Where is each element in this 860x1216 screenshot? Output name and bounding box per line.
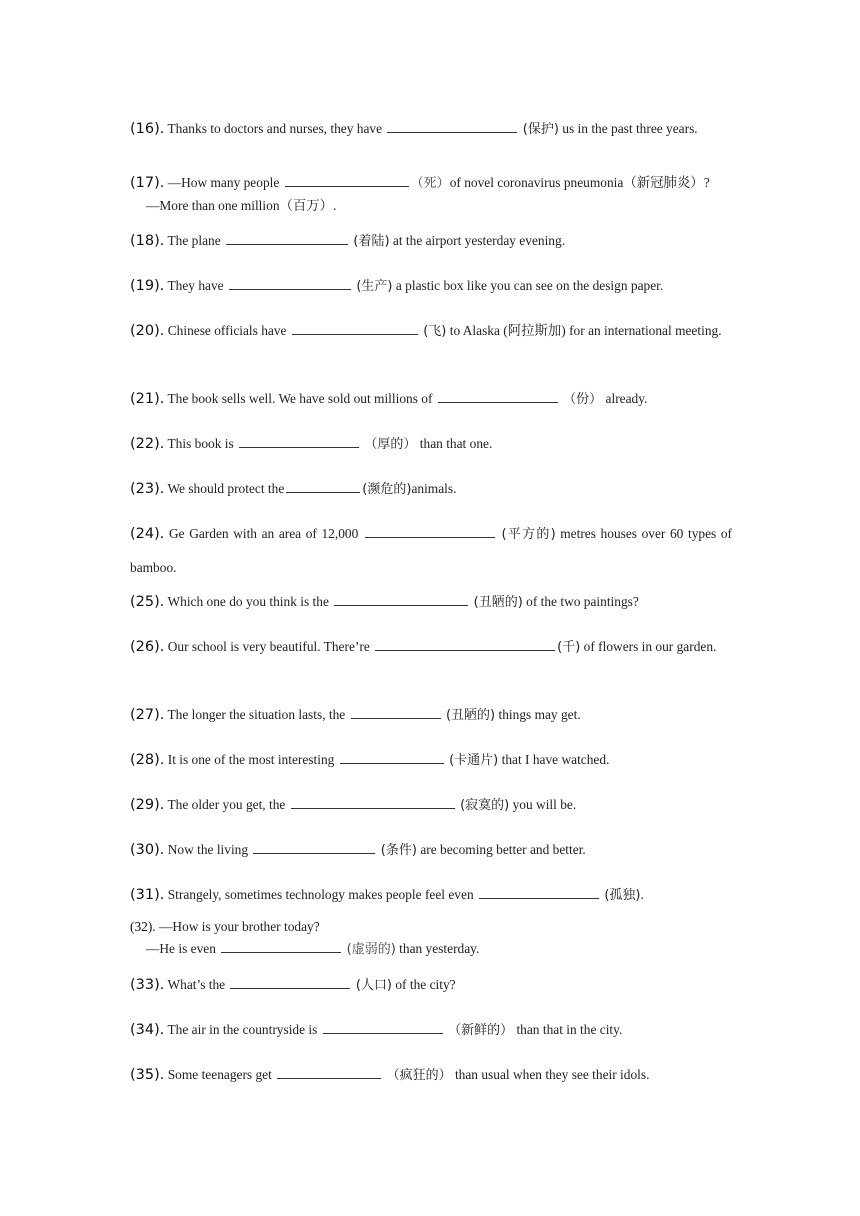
question-number: (33). xyxy=(130,977,165,993)
chinese-hint: (平方的) xyxy=(501,527,556,542)
question-33 xyxy=(130,968,732,1002)
chinese-hint: （份） xyxy=(563,392,603,407)
question-number: (34). xyxy=(130,1022,165,1038)
question-text-after: that I have watched. xyxy=(501,752,610,767)
question-text-after: than that in the city. xyxy=(516,1022,623,1037)
question-text-after: already. xyxy=(605,391,648,406)
chinese-hint: (卡通片) xyxy=(449,753,499,768)
answer-blank[interactable] xyxy=(239,433,359,448)
question-text-before: —How is your brother today? xyxy=(159,919,320,934)
question-text-before: The longer the situation lasts, the xyxy=(167,707,346,722)
question-text-before: Thanks to doctors and nurses, they have xyxy=(167,121,383,136)
question-number: (22). xyxy=(130,436,165,452)
question-number: (26). xyxy=(130,639,165,655)
chinese-hint: （疯狂的） xyxy=(386,1068,452,1083)
chinese-hint: (千) xyxy=(557,640,581,655)
answer-blank[interactable] xyxy=(253,839,375,854)
answer-blank[interactable] xyxy=(226,230,348,245)
question-number: (31). xyxy=(130,887,165,903)
question-number: (28). xyxy=(130,752,165,768)
question-number: (30). xyxy=(130,842,165,858)
answer-blank[interactable] xyxy=(292,320,418,335)
answer-line xyxy=(130,938,732,961)
question-number: (27). xyxy=(130,707,165,723)
question-text-after: than that one. xyxy=(419,436,493,451)
question-number: (19). xyxy=(130,278,165,294)
answer-line: —More than one million（百万）. xyxy=(146,198,337,213)
chinese-hint: (孤独) xyxy=(604,888,641,903)
question-text-before: It is one of the most interesting xyxy=(167,752,335,767)
question-19 xyxy=(130,269,732,303)
question-27 xyxy=(130,698,732,732)
chinese-hint: (虚弱的) xyxy=(346,942,396,957)
question-text-after: you will be. xyxy=(512,797,577,812)
answer-blank[interactable] xyxy=(323,1019,443,1034)
question-text-after: a plastic box like you can see on the design paper. xyxy=(395,278,664,293)
question-16 xyxy=(130,112,732,146)
question-text-before: —How many people xyxy=(167,175,280,190)
question-number: (29). xyxy=(130,797,165,813)
chinese-hint: (飞) xyxy=(423,324,447,339)
question-text-after: of the two paintings? xyxy=(526,594,639,609)
question-text-before: We should protect the xyxy=(167,481,285,496)
question-34 xyxy=(130,1013,732,1047)
question-number: (21). xyxy=(130,391,165,407)
question-number: (35). xyxy=(130,1067,165,1083)
question-text-after: us in the past three years. xyxy=(562,121,698,136)
question-text-before: Chinese officials have xyxy=(167,323,287,338)
question-text-after: animals. xyxy=(411,481,457,496)
question-text-before: The book sells well. We have sold out millions of xyxy=(167,391,433,406)
chinese-hint: (寂寞的) xyxy=(460,798,510,813)
question-text-before: Ge Garden with an area of 12,000 xyxy=(168,526,359,541)
question-text-after: things may get. xyxy=(498,707,581,722)
answer-blank[interactable] xyxy=(291,794,455,809)
answer-blank[interactable] xyxy=(229,275,351,290)
question-text-before: Some teenagers get xyxy=(167,1067,272,1082)
question-24 xyxy=(130,517,732,584)
chinese-hint: (丑陋的) xyxy=(473,595,523,610)
question-number: (16). xyxy=(130,121,165,137)
question-text-after: . xyxy=(640,887,644,902)
question-text-after: of novel coronavirus pneumonia（新冠肺炎）? xyxy=(449,175,710,190)
question-text-before: This book is xyxy=(167,436,234,451)
question-text-before: The plane xyxy=(167,233,221,248)
question-number: (18). xyxy=(130,233,165,249)
question-text-after: than usual when they see their idols. xyxy=(454,1067,650,1082)
question-text-after: are becoming better and better. xyxy=(420,842,586,857)
question-text-before: Now the living xyxy=(167,842,249,857)
question-23 xyxy=(130,472,732,506)
answer-blank[interactable] xyxy=(351,704,441,719)
answer-blank[interactable] xyxy=(375,636,555,651)
question-text-after: at the airport yesterday evening. xyxy=(392,233,566,248)
answer-blank[interactable] xyxy=(365,523,495,538)
question-number: (20). xyxy=(130,323,165,339)
answer-blank[interactable] xyxy=(438,388,558,403)
question-text-before: Our school is very beautiful. There’re xyxy=(167,639,370,654)
question-text-before: The air in the countryside is xyxy=(167,1022,318,1037)
question-17 xyxy=(130,172,732,217)
answer-blank[interactable] xyxy=(340,749,444,764)
answer-blank[interactable] xyxy=(479,884,599,899)
answer-blank[interactable] xyxy=(286,478,360,493)
question-text-after: of flowers in our garden. xyxy=(583,639,717,654)
question-text-before: The older you get, the xyxy=(167,797,286,812)
question-number: (24). xyxy=(130,526,165,542)
question-text-before: Which one do you think is the xyxy=(167,594,329,609)
question-number: (23). xyxy=(130,481,165,497)
chinese-hint: (生产) xyxy=(356,279,393,294)
chinese-hint: (条件) xyxy=(380,843,417,858)
chinese-hint: （厚的） xyxy=(364,437,417,452)
question-text-before: What’s the xyxy=(167,977,226,992)
question-31 xyxy=(130,878,732,912)
answer-blank[interactable] xyxy=(221,938,341,953)
question-32 xyxy=(130,916,732,961)
question-22 xyxy=(130,427,732,461)
chinese-hint: （死） xyxy=(410,176,450,191)
question-20 xyxy=(130,314,732,348)
question-text-line2: —He is even xyxy=(146,941,216,956)
chinese-hint: （新鲜的） xyxy=(448,1023,514,1038)
chinese-hint: (人口) xyxy=(355,978,392,993)
question-text-before: They have xyxy=(167,278,224,293)
answer-blank[interactable] xyxy=(285,172,409,187)
question-number: (17). xyxy=(130,175,165,191)
question-29 xyxy=(130,788,732,822)
question-30 xyxy=(130,833,732,867)
chinese-hint: (濒危的) xyxy=(362,482,412,497)
question-number: (25). xyxy=(130,594,165,610)
answer-blank[interactable] xyxy=(334,591,468,606)
answer-blank[interactable] xyxy=(230,974,350,989)
question-18 xyxy=(130,224,732,258)
question-text-after: to Alaska (阿拉斯加) for an international meeting. xyxy=(449,323,722,338)
question-text-after: metres houses over 60 types of bamboo. xyxy=(130,526,732,575)
question-text-after: than yesterday. xyxy=(399,941,480,956)
question-35 xyxy=(130,1058,732,1092)
question-28 xyxy=(130,743,732,777)
question-21 xyxy=(130,382,732,416)
answer-blank[interactable] xyxy=(387,118,517,133)
question-text-before: Strangely, sometimes technology makes people feel even xyxy=(167,887,474,902)
chinese-hint: (着陆) xyxy=(353,234,390,249)
question-25 xyxy=(130,585,732,619)
question-number: (32). xyxy=(130,919,156,934)
question-26 xyxy=(130,630,732,664)
answer-blank[interactable] xyxy=(277,1064,381,1079)
question-text-after: of the city? xyxy=(395,977,456,992)
chinese-hint: (丑陋的) xyxy=(445,708,496,723)
chinese-hint: (保护) xyxy=(522,122,559,137)
